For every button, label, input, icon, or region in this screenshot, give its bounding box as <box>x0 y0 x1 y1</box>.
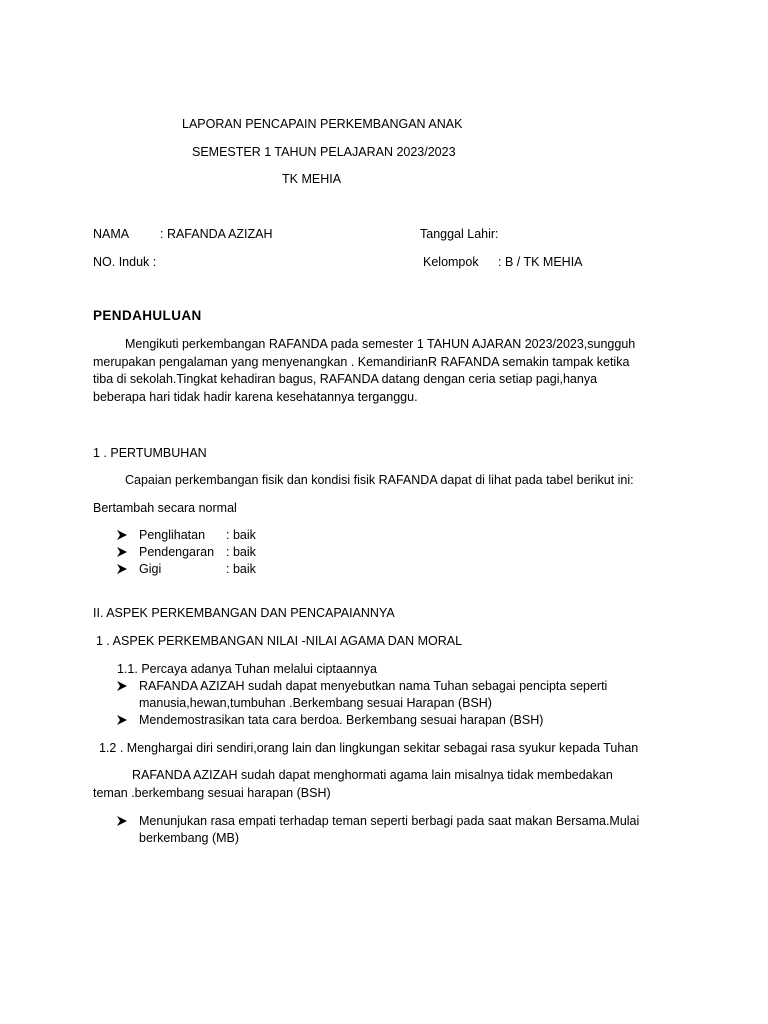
semester-title: SEMESTER 1 TAHUN PELAJARAN 2023/2023 <box>192 145 456 159</box>
bullet-line: Mendemostrasikan tata cara berdoa. Berkembang sesuai harapan (BSH) <box>139 713 544 727</box>
report-title: LAPORAN PENCAPAIN PERKEMBANGAN ANAK <box>182 117 463 131</box>
no-induk-label: NO. Induk : <box>93 255 157 269</box>
pertumbuhan-heading: 1 . PERTUMBUHAN <box>93 446 207 460</box>
bullet-line: RAFANDA AZIZAH sudah dapat menyebutkan nama Tuhan sebagai pencipta seperti <box>139 679 608 693</box>
pertumbuhan-intro: Capaian perkembangan fisik dan kondisi fisik RAFANDA dapat di lihat pada tabel berikut ini: <box>125 473 634 487</box>
pendahuluan-heading: PENDAHULUAN <box>93 308 202 323</box>
arrow-bullet-icon <box>116 563 128 575</box>
list-item-value: : baik <box>226 562 256 576</box>
arrow-bullet-icon <box>116 714 128 726</box>
list-item-label: Pendengaran <box>139 545 215 559</box>
bullet-line: Menunjukan rasa empati terhadap teman seperti berbagi pada saat makan Bersama.Mulai <box>139 814 640 828</box>
list-item-value: : baik <box>226 528 256 542</box>
bullet-line: berkembang (MB) <box>139 831 240 845</box>
nama-label: NAMA <box>93 227 130 241</box>
pendahuluan-line: beberapa hari tidak hadir karena kesehatannya terganggu. <box>93 389 418 404</box>
pendahuluan-line: Mengikuti perkembangan RAFANDA pada semester 1 TAHUN AJARAN 2023/2023,sungguh <box>125 337 636 351</box>
list-item-label: Gigi <box>139 562 162 576</box>
list-item-value: : baik <box>226 545 256 559</box>
kelompok-value: : B / TK MEHIA <box>498 255 583 269</box>
arrow-bullet-icon <box>116 815 128 827</box>
arrow-bullet-icon <box>116 680 128 692</box>
arrow-bullet-icon <box>116 529 128 541</box>
kelompok-label: Kelompok <box>423 255 479 269</box>
arrow-bullet-icon <box>116 546 128 558</box>
pendahuluan-line: tiba di sekolah.Tingkat kehadiran bagus, RAFANDA datang dengan ceria setiap pagi,hanya <box>93 372 598 386</box>
aspek-paragraph-line: RAFANDA AZIZAH sudah dapat menghormati agama lain misalnya tidak membedakan <box>132 768 613 782</box>
aspek-sub1: 1 . ASPEK PERKEMBANGAN NILAI -NILAI AGAMA DAN MORAL <box>96 634 463 648</box>
pendahuluan-line: merupakan pengalaman yang menyenangkan . KemandirianR RAFANDA semakin tampak ketika <box>93 354 630 369</box>
list-item-label: Penglihatan <box>139 528 206 542</box>
aspek-sub1-2: 1.2 . Menghargai diri sendiri,orang lain dan lingkungan sekitar sebagai rasa syukur kepada Tuhan <box>99 741 639 755</box>
bullet-line: manusia,hewan,tumbuhan .Berkembang sesuai Harapan (BSH) <box>139 696 492 710</box>
school-name: TK MEHIA <box>282 172 342 186</box>
pertumbuhan-status: Bertambah secara normal <box>93 501 237 515</box>
nama-value: : RAFANDA AZIZAH <box>160 227 273 241</box>
tanggal-lahir-label: Tanggal Lahir: <box>420 227 499 241</box>
aspek-heading: II. ASPEK PERKEMBANGAN DAN PENCAPAIANNYA <box>93 606 395 620</box>
aspek-paragraph-line: teman .berkembang sesuai harapan (BSH) <box>93 786 331 800</box>
pendahuluan-paragraph <box>93 336 693 406</box>
aspek-sub1-1: 1.1. Percaya adanya Tuhan melalui ciptaannya <box>117 662 377 676</box>
